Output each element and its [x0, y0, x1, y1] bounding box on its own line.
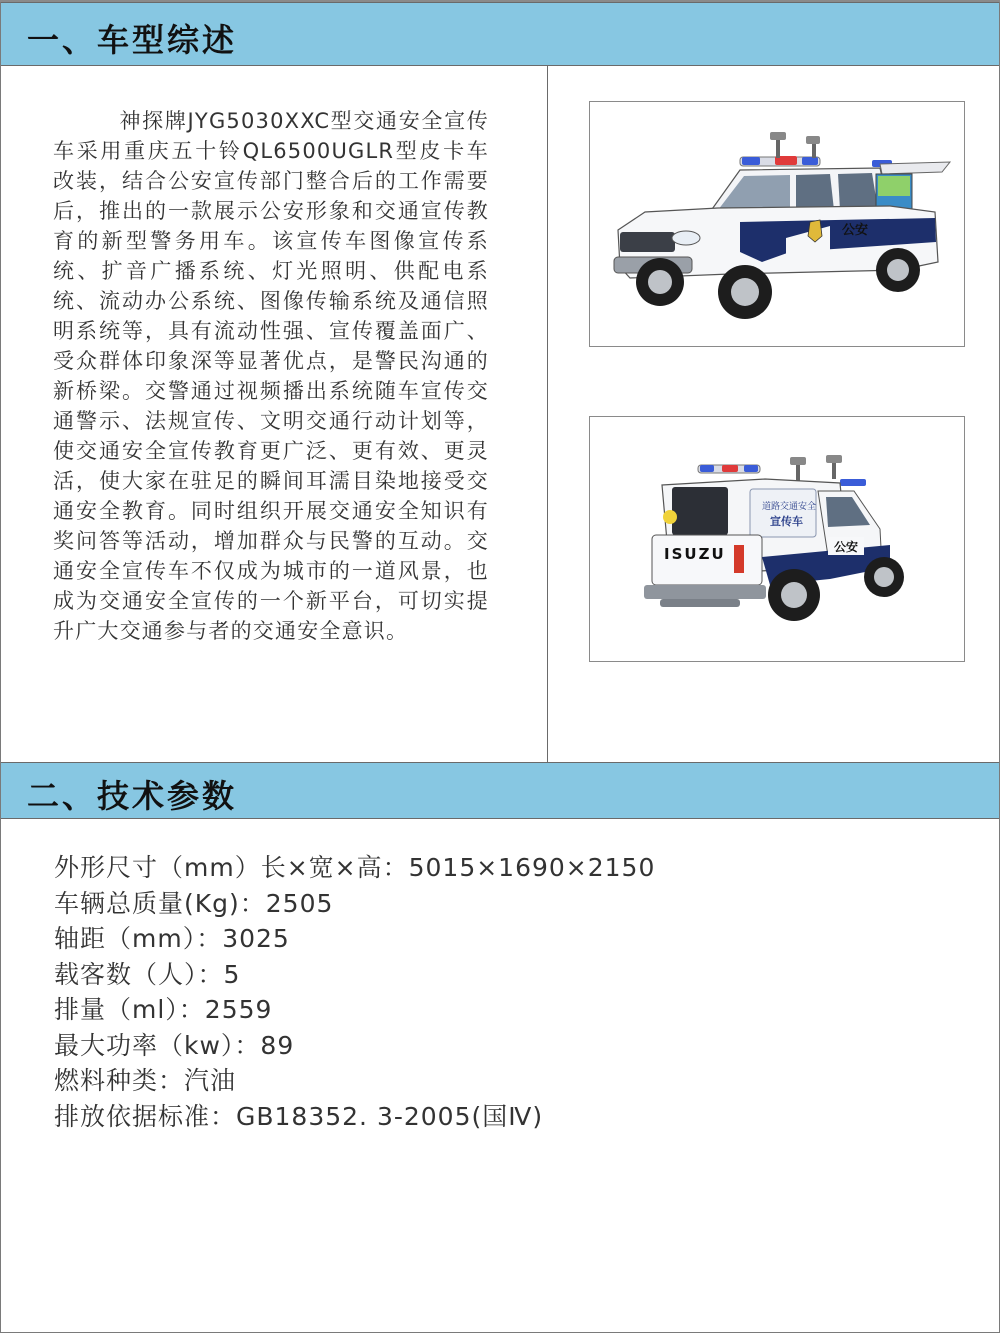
vehicle-photo-rear	[589, 416, 965, 662]
column-divider	[547, 66, 548, 762]
spec-emission-standard: 排放依据标准：GB18352. 3-2005(国Ⅳ)	[54, 1101, 544, 1131]
vehicle-front-illustration	[590, 102, 964, 346]
section-title-overview: 一、车型综述	[27, 21, 238, 59]
spec-seating: 载客数（人）：5	[54, 959, 241, 989]
section-header-overview	[1, 2, 999, 66]
section-title-specs: 二、技术参数	[27, 777, 238, 815]
tailgate-brand: ISUZU	[664, 545, 726, 563]
overview-text: 神探牌JYG5030XXC型交通安全宣传车采用重庆五十铃QL6500UGLR型皮卡车改装，结合公安宣传部门整合后的工作需要后，推出的一款展示公安形象和交通宣传教育的新型警务用车。该宣传车图像宣传系统、扩音广播系统、灯光照明、供配电系统、流动办公系统、图像传输系统及通信照明系统等，具有流动性强、宣传覆盖面广、受众群体印象深等显著优点，是警民沟通的新桥梁。交警通过视频播出系统随车宣传交通警示、法规宣传、文明交通行动计划等，使交通安全宣传教育更广泛、更有效、更灵活，使大家在驻足的瞬间耳濡目染地接受交通安全教育。同时组织开展交通安全知识有奖问答等活动，增加群众与民警的互动。交通安全宣传车不仅成为城市的一道风景，也成为交通安全宣传的一个新平台，可切实提升广大交通参与者的交通安全意识。	[53, 109, 489, 643]
spec-max-power: 最大功率（kw）：89	[54, 1030, 295, 1060]
spec-displacement: 排量（ml）：2559	[54, 995, 273, 1024]
door-text: 公安	[842, 223, 869, 238]
vehicle-photo-front	[589, 101, 965, 347]
spec-dimensions: 外形尺寸（mm）长×宽×高：5015×1690×2150	[54, 853, 656, 882]
panel-line1: 道路交通安全	[762, 502, 817, 512]
spec-fuel-type: 燃料种类：汽油	[54, 1066, 237, 1095]
spec-list	[54, 850, 954, 1134]
section-header-specs	[1, 762, 999, 819]
vehicle-rear-illustration	[590, 417, 964, 661]
overview-paragraph	[53, 106, 489, 646]
spec-wheelbase: 轴距（mm）：3025	[54, 924, 290, 953]
side-text: 公安	[834, 540, 859, 554]
spec-total-mass: 车辆总质量(Kg)：2505	[54, 888, 334, 918]
panel-line2: 宣传车	[770, 515, 803, 528]
